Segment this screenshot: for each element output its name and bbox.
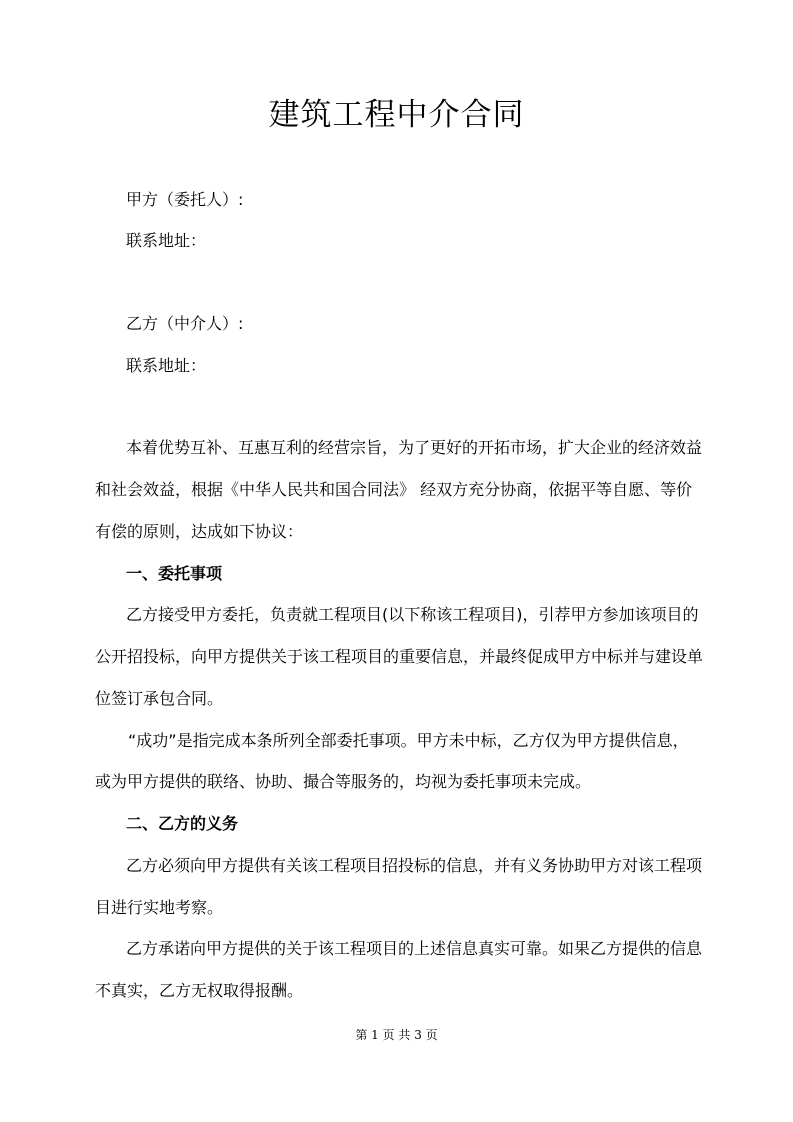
party-b-address: 联系地址： bbox=[126, 356, 207, 375]
preamble-line: 和社会效益，根据《中华人民共和国合同法》 经双方充分协商，依据平等自愿、等价 bbox=[95, 480, 693, 499]
page-footer: 第 1 页 共 3 页 bbox=[355, 1028, 438, 1042]
preamble-line: 有偿的原则，达成如下协议： bbox=[95, 522, 304, 541]
document-title: 建筑工程中介合同 bbox=[268, 97, 525, 133]
section1-para2-line: “成功”是指完成本条所列全部委托事项。甲方未中标，乙方仅为甲方提供信息， bbox=[128, 731, 689, 750]
section1-para1-line: 公开招投标，向甲方提供关于该工程项目的重要信息，并最终促成甲方中标并与建设单 bbox=[95, 647, 704, 666]
section2-heading: 二、乙方的义务 bbox=[126, 814, 239, 833]
section1-heading: 一、委托事项 bbox=[126, 564, 223, 583]
party-b-label: 乙方（中介人）: bbox=[126, 314, 244, 333]
party-a-label: 甲方（委托人）: bbox=[126, 190, 244, 209]
section2-para1-line: 目进行实地考察。 bbox=[95, 898, 224, 917]
section1-para2-line: 或为甲方提供的联络、协助、撮合等服务的，均视为委托事项未完成。 bbox=[95, 772, 592, 791]
section1-para1-line: 位签订承包合同。 bbox=[95, 689, 224, 708]
section2-para2-line: 不真实，乙方无权取得报酬。 bbox=[95, 981, 304, 1000]
party-a-address: 联系地址： bbox=[126, 231, 207, 250]
preamble-line: 本着优势互补、互惠互利的经营宗旨，为了更好的开拓市场，扩大企业的经济效益 bbox=[126, 438, 703, 457]
section2-para2-line: 乙方承诺向甲方提供的关于该工程项目的上述信息真实可靠。如果乙方提供的信息 bbox=[126, 939, 703, 958]
section2-para1-line: 乙方必须向甲方提供有关该工程项目招投标的信息，并有义务协助甲方对该工程项 bbox=[126, 856, 703, 875]
section1-para1-line: 乙方接受甲方委托，负责就工程项目(以下称该工程项目)，引荐甲方参加该项目的 bbox=[126, 605, 699, 624]
